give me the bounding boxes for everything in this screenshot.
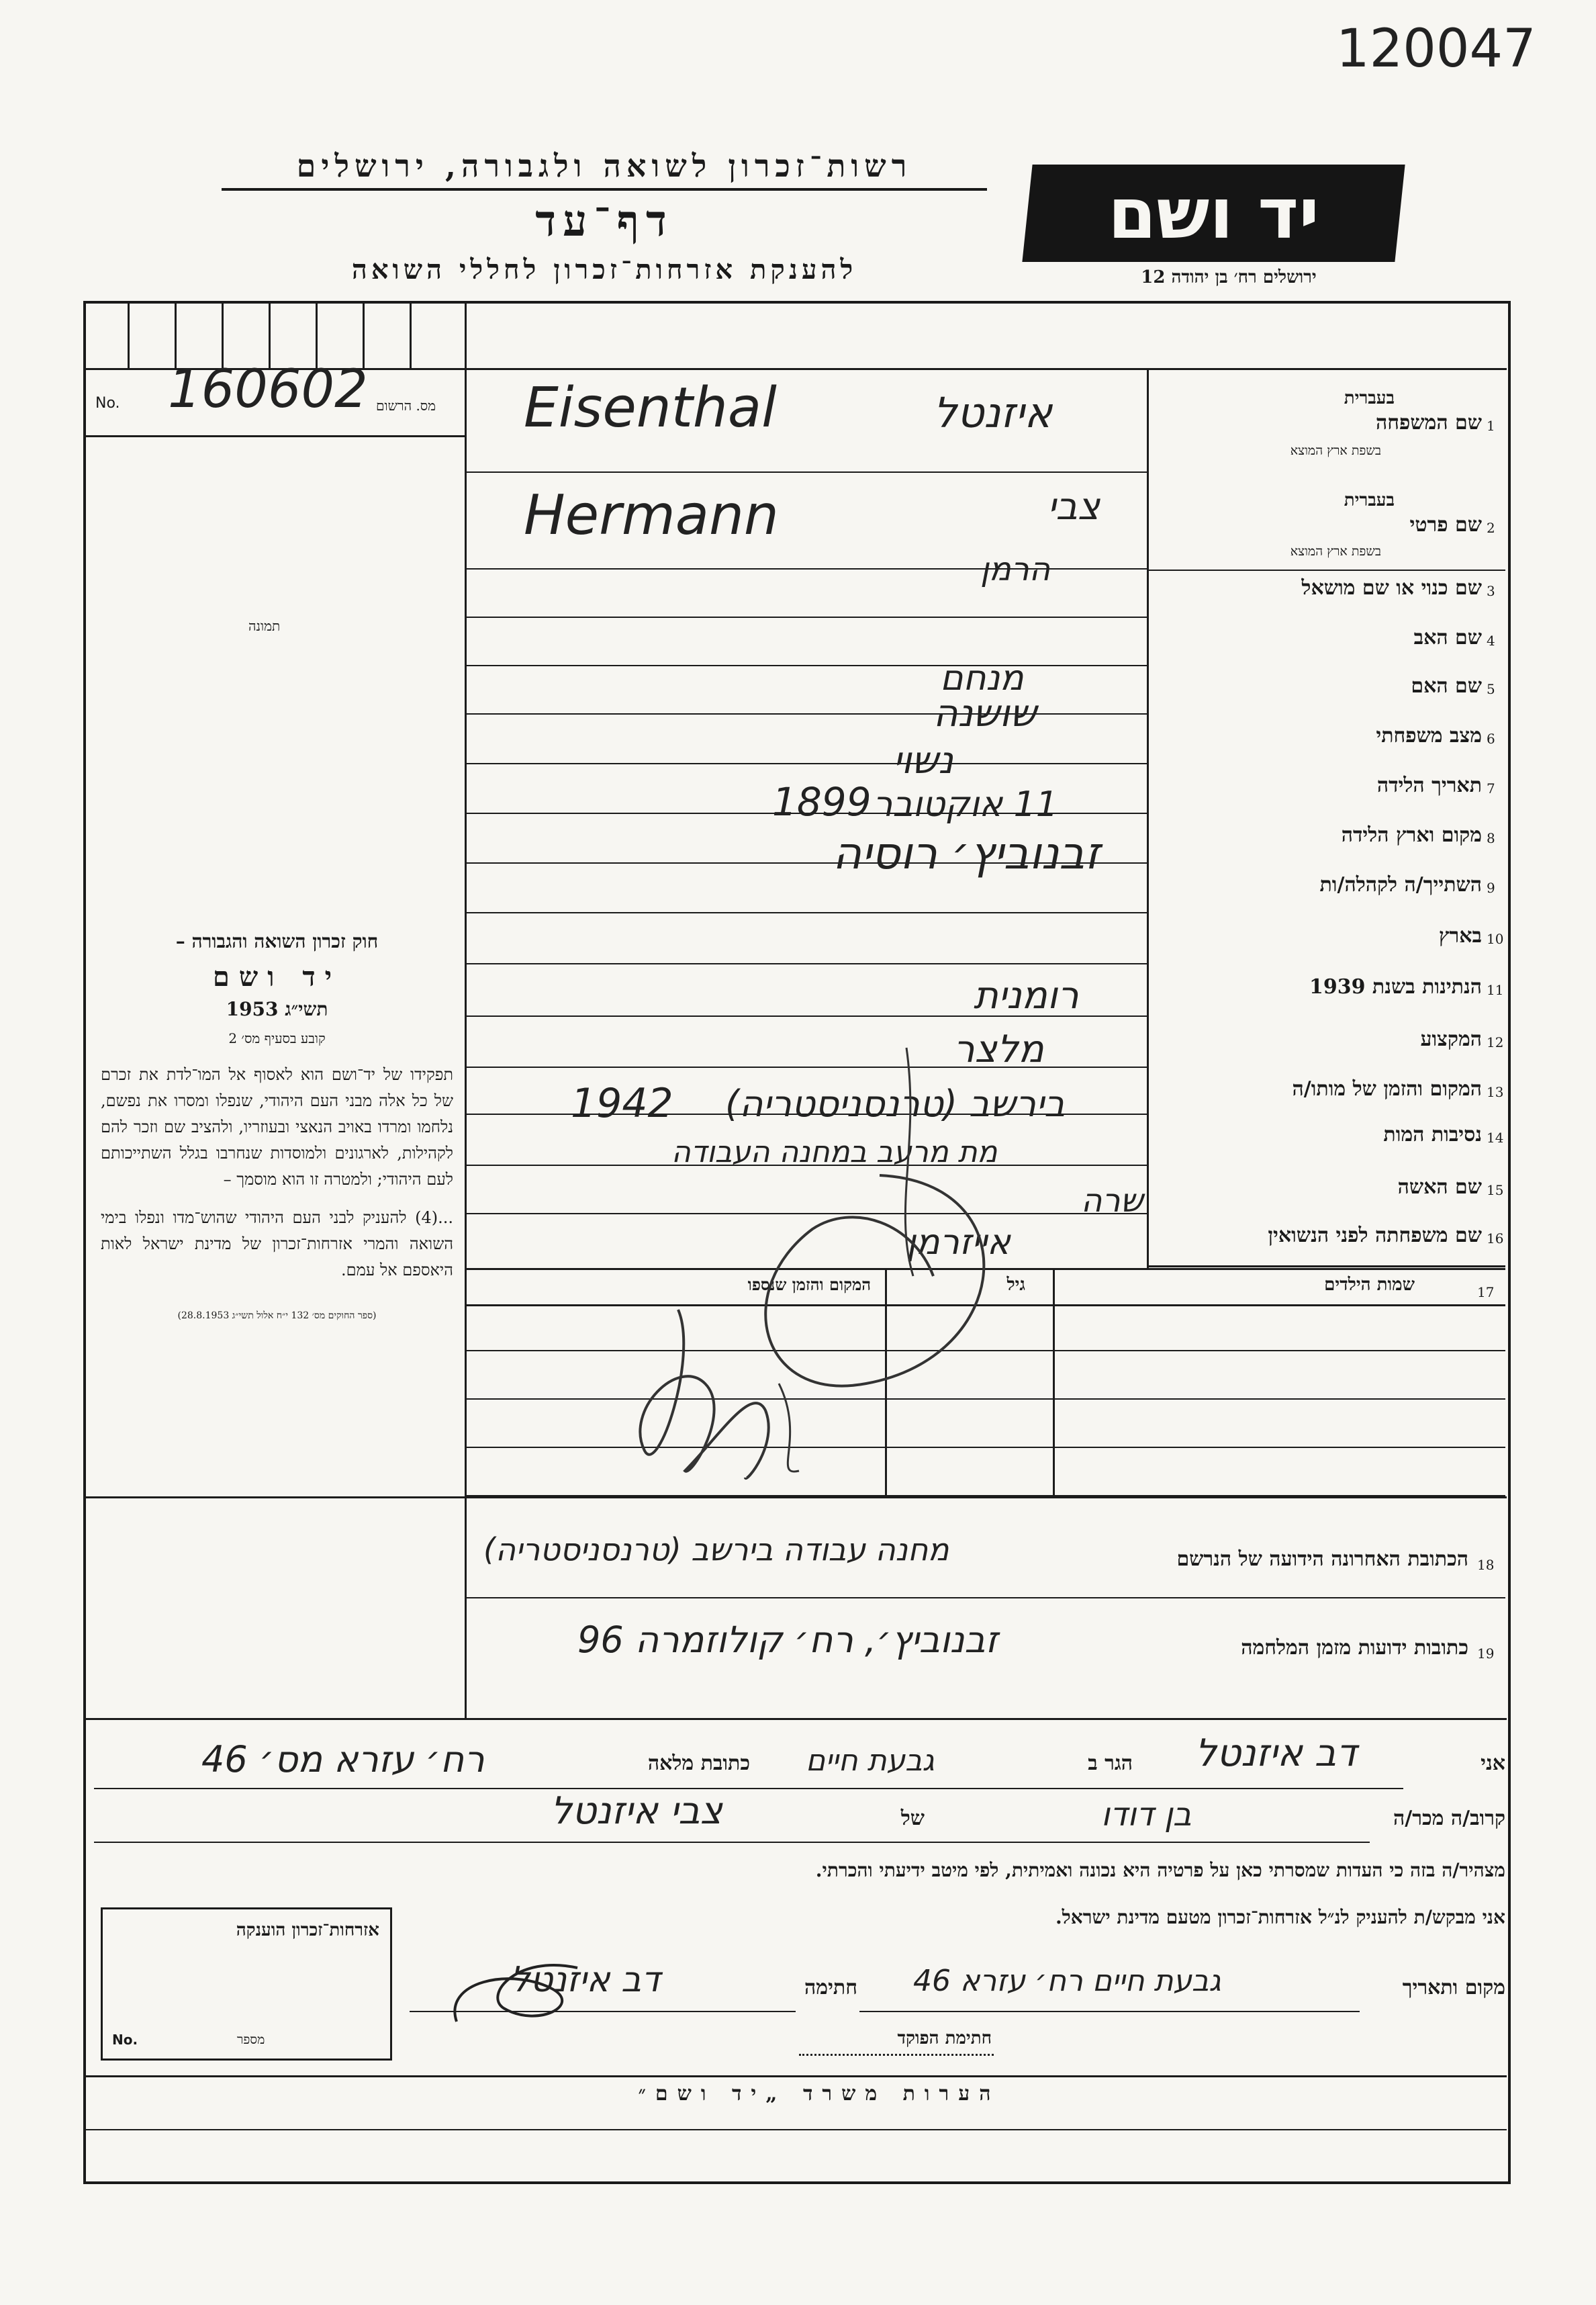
logo-text: יד ושם bbox=[1108, 172, 1319, 255]
declarant-address-value: רח׳ עזרא מס׳ 46 bbox=[201, 1738, 485, 1780]
entry-mother: שושנה bbox=[933, 692, 1037, 735]
field-18-num: 18 bbox=[1477, 1557, 1495, 1573]
field-9-num: 9 bbox=[1487, 880, 1495, 896]
entry-birth-place: זבנוביץ׳ רוסיה bbox=[833, 827, 1100, 879]
registration-label-en: No. bbox=[95, 395, 120, 412]
field-12-label: המקצוע bbox=[1420, 1028, 1482, 1051]
footer-remarks: הערות משרד „יד ושם״ bbox=[638, 2082, 1000, 2106]
declarant-relative-label: קרוב/ה מכר/ה bbox=[1393, 1807, 1505, 1830]
declarant-ani-value: דב איזנטל bbox=[1195, 1731, 1357, 1775]
field-5-num: 5 bbox=[1487, 681, 1495, 697]
children-col-age: גיל bbox=[1006, 1275, 1025, 1295]
field-1-sub-bottom: בשפת ארץ המוצא bbox=[1290, 443, 1381, 458]
declarant-of-label: של bbox=[900, 1807, 925, 1830]
law-year: תשי״ג 1953 bbox=[226, 998, 328, 1020]
law-para-1: תפקידו של יד־ושם הוא לאסוף אל המו־לדת את זכרם של כל אלה מבני העם היהודי, שנפלו ומסרו את נפשם, נלחמו ומרדו באויב הנאצי ובעוזריו, ולהציב שם וזכר להם לקהילות, לארגונים ולמוסדות שנחרבו בגלל השתייכותם לעם היהודי; ולמטרה זו הוא מוסמך – bbox=[101, 1065, 453, 1189]
field-1-label: שם המשפחה bbox=[1375, 411, 1482, 435]
entry-wife-name: שרה bbox=[1081, 1182, 1143, 1220]
declarant-place-date-label: מקום ותאריך bbox=[1402, 1976, 1505, 1999]
declarant-signature-label: חתימה bbox=[804, 1976, 857, 1999]
grant-box bbox=[101, 1907, 392, 2061]
entry-given-latin: Hermann bbox=[524, 484, 779, 547]
entry-surname-latin: Eisenthal bbox=[524, 376, 777, 440]
entry-given-he-2: הרמן bbox=[980, 551, 1051, 588]
law-para-2: ...(4) להעניק לבני העם היהודי שהוש־מדו ונפלו בימי השואה והמרי אזרחות־זכרון של מדינת ישראל לאות היאספם אל עמם. bbox=[101, 1208, 453, 1279]
field-6-label: מצב משפחתי bbox=[1376, 724, 1482, 748]
field-7-num: 7 bbox=[1487, 780, 1495, 797]
field-18-label: הכתובת האחרונה הידועה של הנרשם bbox=[1176, 1547, 1468, 1571]
registration-number: 160602 bbox=[168, 359, 368, 420]
field-2-sub-top: בעברית bbox=[1344, 490, 1395, 510]
declarant-of-value: צבי איזנטל bbox=[551, 1789, 722, 1833]
declarant-address-label: כתובת מלאה bbox=[647, 1752, 750, 1775]
field-4-label: שם האב bbox=[1413, 626, 1482, 649]
declarant-ani-label: אני bbox=[1481, 1752, 1505, 1775]
field-14-label: נסיבות המות bbox=[1383, 1123, 1482, 1146]
entry-wife-maiden: אייזרמן bbox=[906, 1222, 1011, 1263]
field-17-num: 17 bbox=[1477, 1284, 1495, 1300]
declarant-relative-value: בן דודו bbox=[1101, 1796, 1192, 1834]
declarant-statement-1: מצהיר/ה בזה כי העדות שמסרתי כאן על פרטיה היא נכונה ואמיתית, לפי מיטב ידיעתי והכרתי. bbox=[815, 1859, 1505, 1881]
law-citation: (ספר החוקים מס׳ 132 י״ח אלול תשי״ג 28.8.1953) bbox=[177, 1310, 377, 1321]
entry-citizenship: רומנית bbox=[974, 974, 1079, 1018]
grant-title: אזרחות־זכרון הוענקה bbox=[236, 1920, 379, 1940]
logo-address: ירושלים רח׳ בן יהודה 12 bbox=[1141, 267, 1317, 287]
field-15-num: 15 bbox=[1487, 1182, 1504, 1198]
archive-number: 120047 bbox=[1336, 19, 1536, 79]
field-15-label: שם האשה bbox=[1397, 1175, 1482, 1199]
field-2-label: שם פרטי bbox=[1409, 513, 1482, 537]
law-section: קובע בסעיף מס׳ 2 bbox=[228, 1030, 326, 1046]
declarant-signature-value: דב איזנטל bbox=[510, 1960, 661, 2000]
law-box bbox=[101, 930, 453, 1322]
field-13-num: 13 bbox=[1487, 1084, 1504, 1100]
field-12-num: 12 bbox=[1487, 1034, 1504, 1050]
field-1-sub-top: בעברית bbox=[1344, 388, 1395, 408]
field-8-num: 8 bbox=[1487, 830, 1495, 846]
field-10-label: בארץ bbox=[1438, 924, 1482, 948]
entry-birth-date: 11 אוקטובר bbox=[873, 784, 1058, 825]
field-19-value: זבנוביץ׳, רח׳ קולוזמרה 96 bbox=[577, 1619, 998, 1661]
field-10-num: 10 bbox=[1487, 931, 1504, 947]
field-7-label: תאריך הלידה bbox=[1376, 774, 1482, 797]
field-3-num: 3 bbox=[1487, 583, 1495, 599]
field-5-label: שם האם bbox=[1411, 674, 1482, 698]
field-2-sub-bottom: בשפת ארץ המוצא bbox=[1290, 544, 1381, 559]
entry-marital: נשוי bbox=[893, 739, 953, 782]
law-name: יד ושם bbox=[212, 961, 342, 993]
declarant-place-date-value: גבעת חיים רח׳ עזרא 46 bbox=[913, 1964, 1221, 1998]
field-11-num: 11 bbox=[1487, 982, 1504, 998]
entry-death-year: 1942 bbox=[571, 1080, 673, 1127]
field-13-label: המקום והזמן של מותו/ה bbox=[1292, 1077, 1482, 1101]
grant-number-en: No. bbox=[112, 2032, 138, 2048]
entry-death-place: בירשב (טרנסניסטריה) bbox=[725, 1083, 1066, 1125]
entry-profession: מלצר bbox=[953, 1028, 1044, 1071]
signature-flourish bbox=[430, 1941, 618, 2042]
law-title: חוק זכרון השואה והגבורה – bbox=[175, 930, 379, 952]
form-title: דף־עד bbox=[535, 196, 673, 246]
photo-label: תמונה bbox=[248, 618, 281, 634]
form-purpose: להענקת אזרחות־זכרון לחללי השואה bbox=[351, 254, 857, 285]
children-col-place: המקום והזמן שנספו bbox=[747, 1275, 871, 1294]
field-1-num: 1 bbox=[1487, 418, 1495, 434]
yad-vashem-logo bbox=[1022, 165, 1405, 262]
field-18-value: מחנה עבודה בירשב (טרנסניסטריה) bbox=[483, 1531, 949, 1568]
authority-title: רשות־זכרון לשואה ולגבורה, ירושלים bbox=[222, 148, 987, 191]
field-14-num: 14 bbox=[1487, 1130, 1504, 1146]
declarant-hagar-value: גבעת חיים bbox=[806, 1744, 935, 1778]
field-16-label: שם משפחתה לפני הנשואין bbox=[1268, 1224, 1482, 1247]
field-19-label: כתובות ידועות מזמן המלחמה bbox=[1241, 1636, 1468, 1660]
field-16-num: 16 bbox=[1487, 1230, 1504, 1247]
field-6-num: 6 bbox=[1487, 731, 1495, 747]
cross-out-scribble bbox=[598, 1007, 1081, 1491]
field-2-num: 2 bbox=[1487, 520, 1495, 536]
entry-given-he: צבי bbox=[1047, 485, 1100, 529]
field-11-label: הנתינות בשנת 1939 bbox=[1309, 975, 1482, 999]
children-col-names: שמות הילדים bbox=[1324, 1275, 1415, 1295]
registration-label-he: מס. הרשום bbox=[376, 398, 436, 414]
entry-surname-he: איזנטל bbox=[933, 388, 1053, 437]
field-8-label: מקום וארץ הלידה bbox=[1341, 823, 1482, 847]
entry-birth-year: 1899 bbox=[772, 779, 872, 825]
declarant-hagar-label: הגר ב bbox=[1088, 1752, 1133, 1775]
grant-number-label: מספר bbox=[237, 2032, 265, 2047]
field-19-num: 19 bbox=[1477, 1645, 1495, 1662]
entry-death-circumstances: מת מרעב במחנה העבודה bbox=[671, 1135, 998, 1169]
declarant-statement-2: אני מבקש/ת להעניק לנ״ל אזרחות־זכרון מטעם מדינת ישראל. bbox=[1055, 1906, 1505, 1928]
field-9-label: השתייך/ה לקהלה/ות bbox=[1319, 873, 1482, 897]
officer-signature-label: חתימת הפוקד bbox=[897, 2028, 992, 2048]
entry-father: מנחם bbox=[940, 658, 1024, 698]
field-3-label: שם כנוי או שם מושאל bbox=[1301, 576, 1482, 600]
field-4-num: 4 bbox=[1487, 633, 1495, 649]
